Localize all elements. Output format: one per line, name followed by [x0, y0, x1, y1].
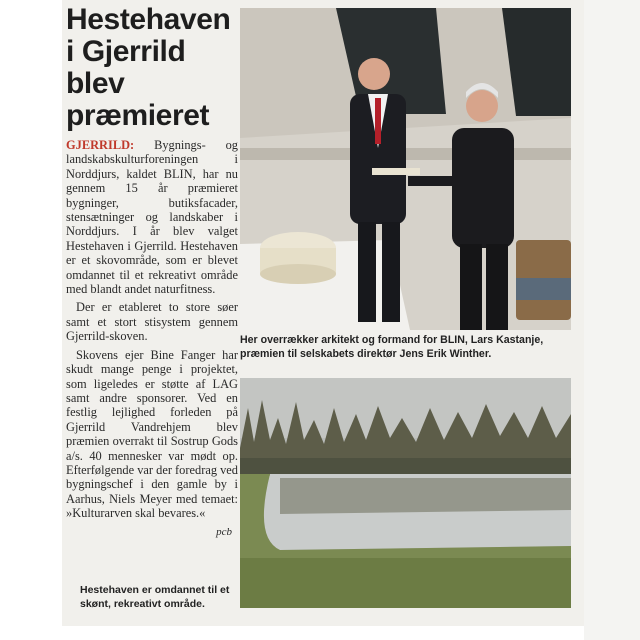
award-handover-photo [240, 8, 571, 330]
lake-landscape-photo [240, 378, 571, 608]
author-signature: pcb [216, 525, 232, 538]
dateline: GJERRILD: [66, 138, 135, 152]
article-text-column [66, 4, 238, 539]
photo-caption: Hestehaven er omdannet til et skønt, rekreativt område. [80, 584, 230, 610]
paragraph [66, 138, 238, 296]
headline-line: blev [66, 67, 125, 100]
headline [66, 4, 238, 132]
newspaper-clipping [62, 0, 584, 626]
paragraph: Skovens ejer Bine Fanger har skudt mange penge i projektet, som ligeledes er støtte af LAG samt andre sponsorer. Ved en festlig lejlighed forleden på Gjerrild Vandrehjem blev præmien overrakt til Sostrup Gods a/s. 40 mennesker var mødt op. Efterfølgende var der foredrag ved bygningschef i den gamle by i Aarhus, Niels Meyer med temaet: »Kulturarven skal bevares.« [66, 347, 238, 521]
headline-line: Hestehaven [66, 3, 231, 36]
article-body [66, 138, 238, 539]
headline-line: i Gjerrild [66, 35, 186, 68]
paragraph-text: Bygnings- og landskabskulturforeningen i Norddjurs, kaldet BLIN, har nu gennem 15 år præmieret bygninger, butiksfacader, stensætninger og landskaber i Norddjurs. I år blev valget Hestehaven i Gjerrild. Hestehaven er et skovområde, som er blevet omdannet til et rekreativt område med blandt andet naturfitness. [66, 138, 238, 297]
paragraph: Der er etableret to store søer samt et stort stisystem gennem Gjerrild-skoven. [66, 300, 238, 344]
headline-line: præmieret [66, 99, 210, 132]
photo-caption: Her overrækker arkitekt og formand for BLIN, Lars Kastanje, præmien til selskabets direktør Jens Erik Winther. [240, 334, 544, 360]
adjacent-page-bleed [584, 0, 640, 640]
